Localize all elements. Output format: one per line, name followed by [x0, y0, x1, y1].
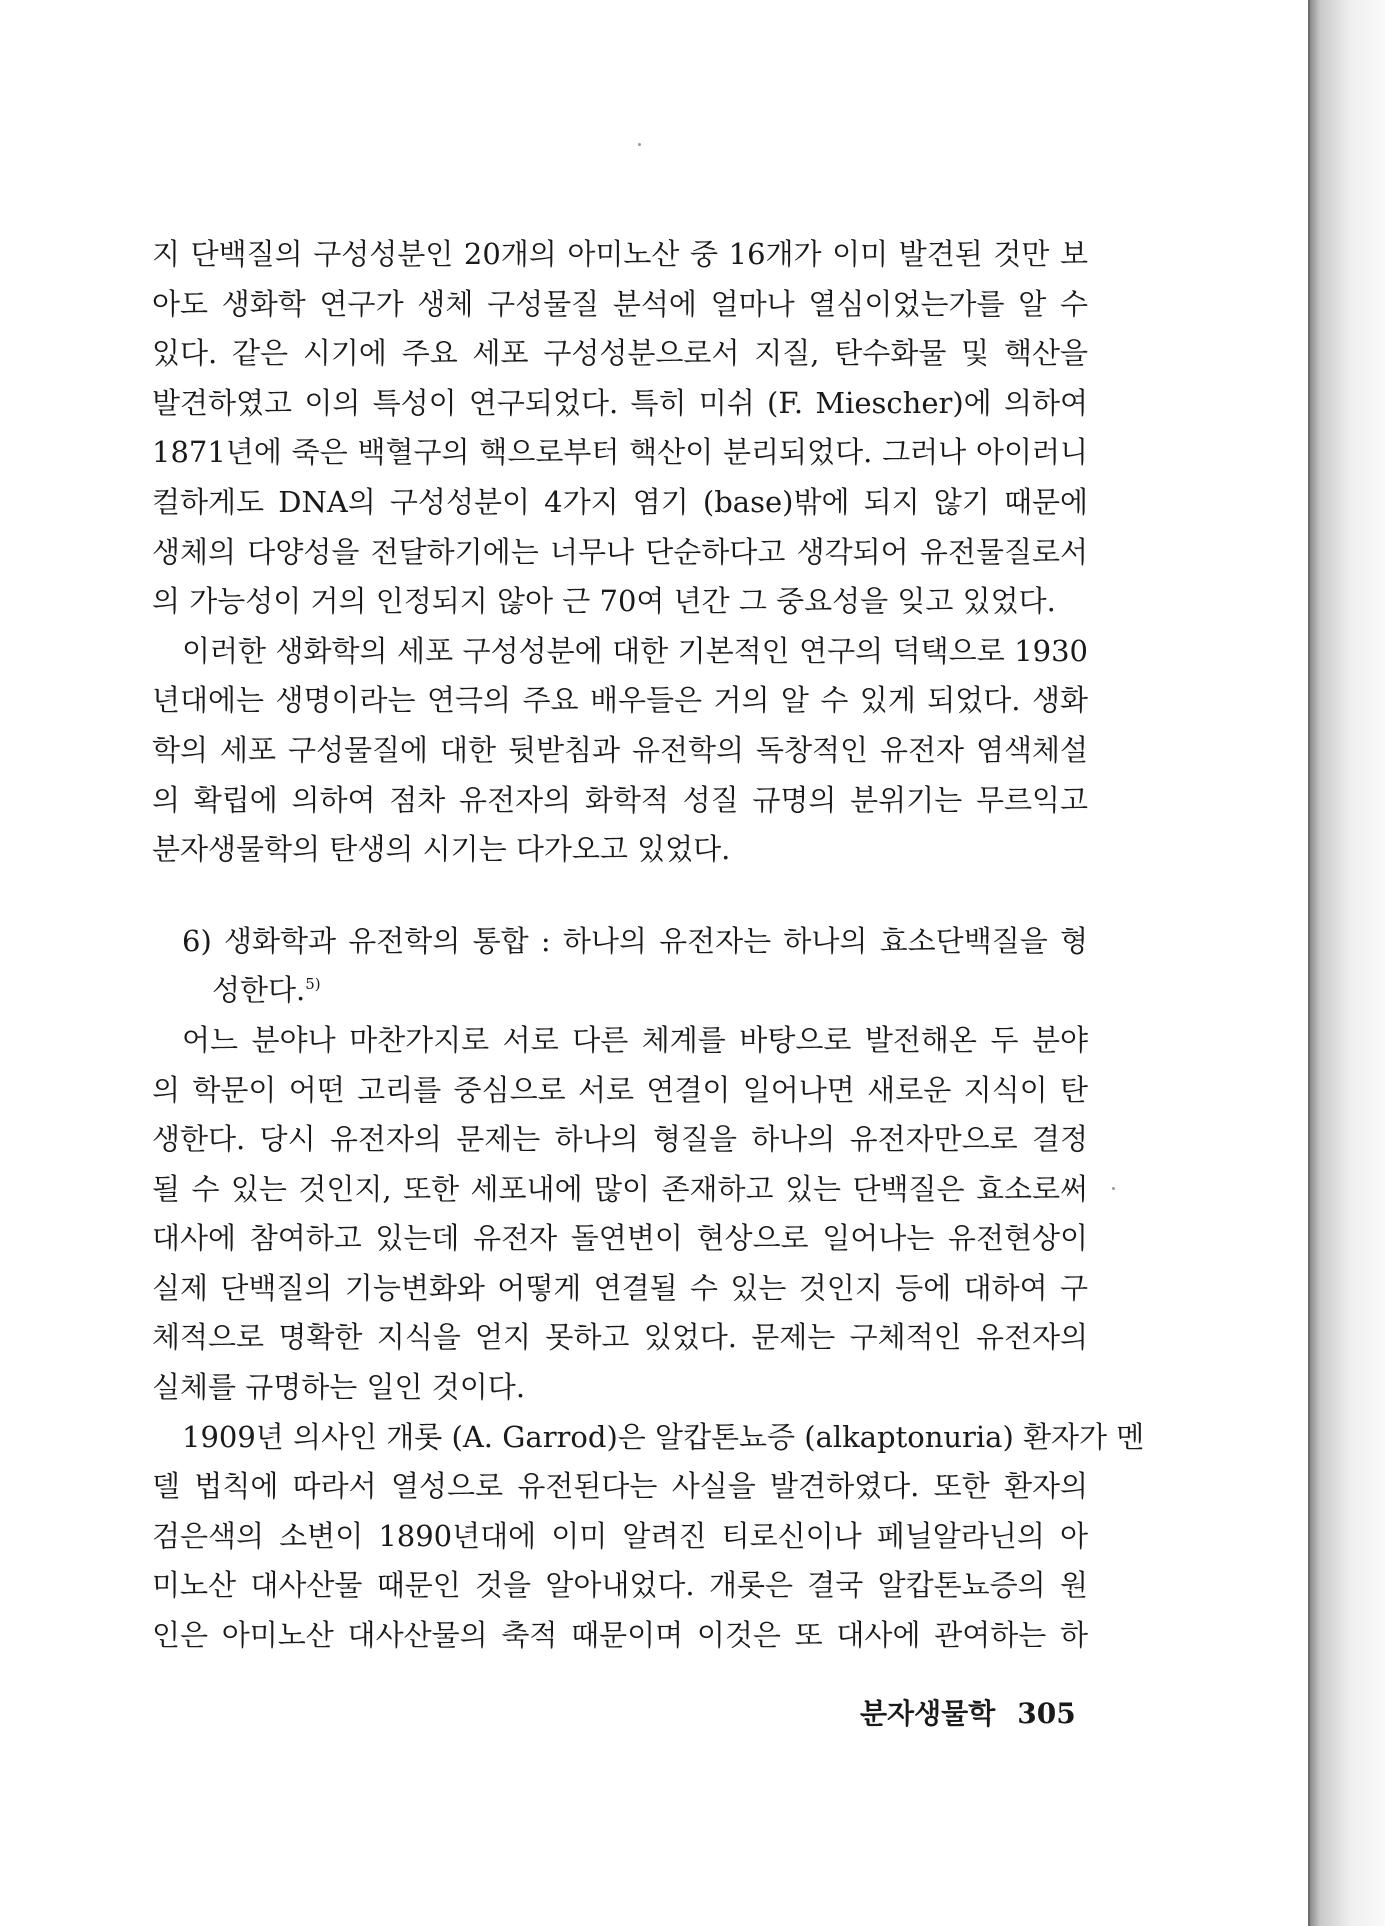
page-body [152, 230, 1145, 1661]
scan-speck [1112, 1187, 1115, 1190]
text-line: 인은 아미노산 대사산물의 축적 때문이며 이것은 또 대사에 관여하는 하 [152, 1618, 1088, 1653]
paragraph-2 [152, 627, 1088, 875]
text-line: 될 수 있는 것인지, 또한 세포내에 많이 존재하고 있는 단백질은 효소로써 [152, 1171, 1088, 1206]
text-line: 의 확립에 의하여 점차 유전자의 화학적 성질 규명의 분위기는 무르익고 [152, 782, 1088, 817]
text-line: 의 학문이 어떤 고리를 중심으로 서로 연결이 일어나면 새로운 지식이 탄 [152, 1072, 1088, 1107]
heading-text: 성한다. [212, 973, 306, 1008]
text-line: 델 법칙에 따라서 열성으로 유전된다는 사실을 발견하였다. 또한 환자의 [152, 1469, 1088, 1504]
text-line: 생체의 다양성을 전달하기에는 너무나 단순하다고 생각되어 유전물질로서 [152, 534, 1088, 569]
page-number: 305 [1017, 1697, 1076, 1730]
section-heading [152, 917, 1088, 1016]
text-line: 미노산 대사산물 때문인 것을 알아내었다. 개롯은 결국 알캅톤뇨증의 원 [152, 1568, 1088, 1603]
paragraph-3 [152, 1016, 1088, 1413]
scan-speck [638, 143, 641, 146]
text-line: 검은색의 소변이 1890년대에 이미 알려진 티로신이나 페닐알라닌의 아 [152, 1518, 1088, 1553]
heading-line [152, 966, 1088, 1016]
text-line: 어느 분야나 마찬가지로 서로 다른 체계를 바탕으로 발전해온 두 분야 [182, 1022, 1088, 1057]
text-line: 년대에는 생명이라는 연극의 주요 배우들은 거의 알 수 있게 되었다. 생화 [152, 683, 1088, 718]
text-line: 발견하였고 이의 특성이 연구되었다. 특히 미쉬 (F. Miescher)에 의하여 [152, 385, 1088, 420]
text-line: 1909년 의사인 개롯 (A. Garrod)은 알캅톤뇨증 (alkaptonuria) 환자가 멘 [182, 1419, 1145, 1454]
heading-line: 6) 생화학과 유전학의 통합 : 하나의 유전자는 하나의 효소단백질을 형 [182, 923, 1088, 958]
text-line: 체적으로 명확한 지식을 얻지 못하고 있었다. 문제는 구체적인 유전자의 [152, 1320, 1088, 1355]
paragraph-1 [152, 230, 1088, 627]
footnote-marker: 5) [305, 975, 321, 994]
section-gap [152, 875, 1088, 917]
running-title: 분자생물학 [860, 1697, 996, 1730]
text-line: 생한다. 당시 유전자의 문제는 하나의 형질을 하나의 유전자만으로 결정 [152, 1122, 1088, 1157]
text-line: 이러한 생화학의 세포 구성성분에 대한 기본적인 연구의 덕택으로 1930 [182, 633, 1088, 668]
text-line: 의 가능성이 거의 인정되지 않아 근 70여 년간 그 중요성을 잊고 있었다. [152, 584, 1056, 619]
text-line: 있다. 같은 시기에 주요 세포 구성성분으로서 지질, 탄수화물 및 핵산을 [152, 336, 1088, 371]
text-line: 컬하게도 DNA의 구성성분이 4가지 염기 (base)밖에 되지 않기 때문에 [152, 484, 1088, 519]
text-line: 실제 단백질의 기능변화와 어떻게 연결될 수 있는 것인지 등에 대하여 구 [152, 1270, 1088, 1305]
text-line: 분자생물학의 탄생의 시기는 다가오고 있었다. [152, 832, 731, 867]
text-line: 아도 생화학 연구가 생체 구성물질 분석에 얼마나 열심이었는가를 알 수 [152, 286, 1088, 321]
text-line: 실체를 규명하는 일인 것이다. [152, 1370, 526, 1405]
text-line: 지 단백질의 구성성분인 20개의 아미노산 중 16개가 이미 발견된 것만 보 [152, 237, 1088, 271]
page-edge-shadow [1310, 0, 1385, 1926]
page-footer [860, 1692, 1076, 1732]
text-line: 대사에 참여하고 있는데 유전자 돌연변이 현상으로 일어나는 유전현상이 [152, 1221, 1088, 1256]
text-line: 학의 세포 구성물질에 대한 뒷받침과 유전학의 독창적인 유전자 염색체설 [152, 732, 1088, 767]
text-line: 1871년에 죽은 백혈구의 핵으로부터 핵산이 분리되었다. 그러나 아이러니 [152, 435, 1088, 470]
paragraph-4 [152, 1413, 1145, 1661]
